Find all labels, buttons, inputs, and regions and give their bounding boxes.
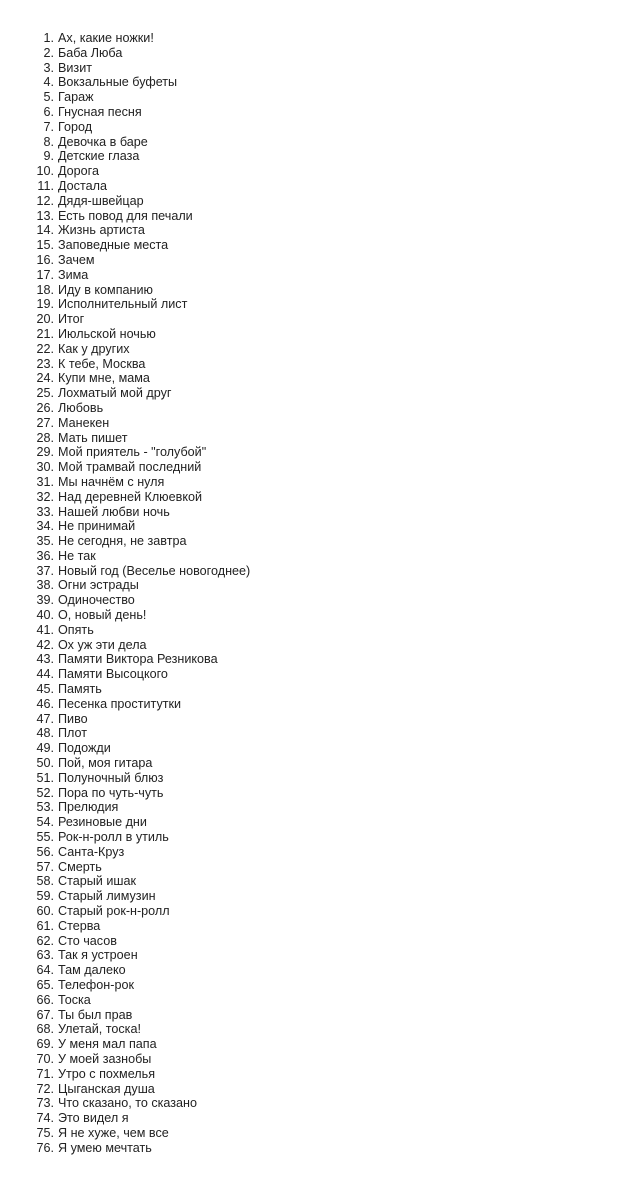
list-item xyxy=(0,268,250,283)
list-item xyxy=(0,756,250,771)
list-item xyxy=(0,860,250,875)
list-item xyxy=(0,874,250,889)
song-title: Вокзальные буфеты xyxy=(58,75,178,90)
song-title: Опять xyxy=(58,622,94,637)
list-item xyxy=(0,623,250,638)
song-number: 54. xyxy=(36,815,54,830)
list-item xyxy=(0,1008,250,1023)
song-number: 57. xyxy=(36,859,54,874)
song-number: 67. xyxy=(36,1007,54,1022)
list-item xyxy=(0,1037,250,1052)
song-number: 70. xyxy=(36,1051,54,1066)
song-number: 69. xyxy=(36,1037,54,1052)
list-item xyxy=(0,978,250,993)
song-title: Что сказано, то сказано xyxy=(58,1096,198,1111)
song-number: 55. xyxy=(36,830,54,845)
song-number: 20. xyxy=(36,312,54,327)
song-title: Не сегодня, не завтра xyxy=(58,534,187,549)
song-number: 2. xyxy=(43,45,54,60)
list-item xyxy=(0,1067,250,1082)
song-title: Есть повод для печали xyxy=(58,208,193,223)
song-number: 9. xyxy=(43,149,54,164)
list-item xyxy=(0,1141,250,1156)
song-number: 15. xyxy=(36,238,54,253)
list-item xyxy=(0,815,250,830)
list-item xyxy=(0,90,250,105)
song-title: Мой трамвай последний xyxy=(58,460,202,475)
song-number: 21. xyxy=(36,326,54,341)
song-title: Детские глаза xyxy=(58,149,140,164)
list-item xyxy=(0,534,250,549)
song-number: 31. xyxy=(36,474,54,489)
song-title: К тебе, Москва xyxy=(58,356,146,371)
song-title: Итог xyxy=(58,312,85,327)
list-item xyxy=(0,179,250,194)
list-item xyxy=(0,845,250,860)
song-title: Манекен xyxy=(58,415,110,430)
song-title: Старый ишак xyxy=(58,874,136,889)
song-title: Город xyxy=(58,119,93,134)
song-title: Утро с похмелья xyxy=(58,1066,156,1081)
list-item xyxy=(0,741,250,756)
song-number: 58. xyxy=(36,874,54,889)
song-title: О, новый день! xyxy=(58,608,147,623)
song-number: 18. xyxy=(36,282,54,297)
song-title: Памяти Виктора Резникова xyxy=(58,652,218,667)
list-item xyxy=(0,786,250,801)
song-number: 16. xyxy=(36,252,54,267)
list-item xyxy=(0,386,250,401)
list-item xyxy=(0,800,250,815)
song-number: 25. xyxy=(36,386,54,401)
list-item xyxy=(0,1096,250,1111)
song-title: Визит xyxy=(58,60,93,75)
song-number: 68. xyxy=(36,1022,54,1037)
song-number: 38. xyxy=(36,578,54,593)
song-title: Старый лимузин xyxy=(58,889,156,904)
list-item xyxy=(0,519,250,534)
song-title: Баба Люба xyxy=(58,45,123,60)
song-title: Пиво xyxy=(58,711,88,726)
list-item xyxy=(0,371,250,386)
list-item xyxy=(0,105,250,120)
song-title: Там далеко xyxy=(58,963,126,978)
song-title: Это видел я xyxy=(58,1111,129,1126)
list-item xyxy=(0,61,250,76)
song-title: Гараж xyxy=(58,90,94,105)
list-item xyxy=(0,445,250,460)
list-item xyxy=(0,608,250,623)
list-item xyxy=(0,638,250,653)
song-title: Не так xyxy=(58,548,96,563)
song-title: Зачем xyxy=(58,252,95,267)
song-number: 56. xyxy=(36,844,54,859)
song-title: Памяти Высоцкого xyxy=(58,667,168,682)
song-title: Песенка проститутки xyxy=(58,696,182,711)
song-number: 14. xyxy=(36,223,54,238)
song-title: Тоска xyxy=(58,992,91,1007)
list-item xyxy=(0,919,250,934)
list-item xyxy=(0,120,250,135)
list-item xyxy=(0,75,250,90)
song-number: 11. xyxy=(37,178,54,193)
list-item xyxy=(0,283,250,298)
list-item xyxy=(0,46,250,61)
list-item xyxy=(0,771,250,786)
list-item xyxy=(0,327,250,342)
song-number: 50. xyxy=(36,756,54,771)
song-number: 40. xyxy=(36,608,54,623)
list-item xyxy=(0,475,250,490)
song-title: Прелюдия xyxy=(58,800,119,815)
song-number: 41. xyxy=(36,622,54,637)
song-title: Как у других xyxy=(58,341,130,356)
song-title: Девочка в баре xyxy=(58,134,148,149)
song-number: 30. xyxy=(36,460,54,475)
song-title: У моей зазнобы xyxy=(58,1051,152,1066)
song-number: 66. xyxy=(36,992,54,1007)
list-item xyxy=(0,948,250,963)
song-title: Пой, моя гитара xyxy=(58,756,153,771)
song-number: 32. xyxy=(36,489,54,504)
list-item xyxy=(0,431,250,446)
song-number: 6. xyxy=(43,104,54,119)
song-title: Память xyxy=(58,682,102,697)
song-number: 75. xyxy=(36,1125,54,1140)
song-title: Плот xyxy=(58,726,88,741)
list-item xyxy=(0,904,250,919)
song-number: 19. xyxy=(36,297,54,312)
song-title: Одиночество xyxy=(58,593,135,608)
list-item xyxy=(0,223,250,238)
list-item xyxy=(0,505,250,520)
song-title: Цыганская душа xyxy=(58,1081,155,1096)
song-number: 47. xyxy=(36,711,54,726)
list-item xyxy=(0,682,250,697)
song-title: Подожди xyxy=(58,741,111,756)
list-item xyxy=(0,149,250,164)
song-title: Телефон-рок xyxy=(58,978,134,992)
list-item xyxy=(0,238,250,253)
song-number: 28. xyxy=(36,430,54,445)
list-item xyxy=(0,1111,250,1126)
list-item xyxy=(0,297,250,312)
list-item xyxy=(0,652,250,667)
song-number: 73. xyxy=(36,1096,54,1111)
song-title: Я не хуже, чем все xyxy=(58,1125,169,1140)
song-title: У меня мал папа xyxy=(58,1037,157,1052)
song-number: 53. xyxy=(36,800,54,815)
list-item xyxy=(0,209,250,224)
song-title: Так я устроен xyxy=(58,948,138,963)
song-number: 26. xyxy=(36,400,54,415)
song-title: Мой приятель - "голубой" xyxy=(58,445,207,460)
song-title: Июльской ночью xyxy=(58,326,156,341)
song-number: 13. xyxy=(36,208,54,223)
song-title: Улетай, тоска! xyxy=(58,1022,141,1037)
list-item xyxy=(0,1052,250,1067)
list-item xyxy=(0,490,250,505)
song-number: 12. xyxy=(36,193,54,208)
song-number: 42. xyxy=(36,637,54,652)
list-item xyxy=(0,697,250,712)
song-number: 71. xyxy=(36,1066,54,1081)
song-number: 8. xyxy=(43,134,54,149)
list-item xyxy=(0,357,250,372)
song-title: Я умею мечтать xyxy=(58,1140,152,1155)
song-title: Купи мне, мама xyxy=(58,371,150,386)
song-title: Новый год (Веселье новогоднее) xyxy=(58,563,251,578)
song-number: 76. xyxy=(36,1140,54,1155)
song-number: 64. xyxy=(36,963,54,978)
list-item xyxy=(0,830,250,845)
song-number: 46. xyxy=(36,696,54,711)
song-title: Дорога xyxy=(58,164,100,179)
song-number: 65. xyxy=(36,978,54,992)
song-number: 1. xyxy=(43,31,54,45)
song-title: Рок-н-ролл в утиль xyxy=(58,830,169,845)
song-title: Резиновые дни xyxy=(58,815,147,830)
song-number: 17. xyxy=(36,267,54,282)
song-number: 44. xyxy=(36,667,54,682)
song-title: Достала xyxy=(58,178,107,193)
song-title: Не принимай xyxy=(58,519,136,534)
list-item xyxy=(0,934,250,949)
song-number: 48. xyxy=(36,726,54,741)
song-title: Ты был прав xyxy=(58,1007,133,1022)
song-number: 43. xyxy=(36,652,54,667)
song-number: 63. xyxy=(36,948,54,963)
song-number: 45. xyxy=(36,682,54,697)
list-item xyxy=(0,31,250,46)
song-list xyxy=(0,31,250,1156)
song-number: 5. xyxy=(43,90,54,105)
song-title: Исполнительный лист xyxy=(58,297,188,312)
song-title: Жизнь артиста xyxy=(58,223,145,238)
song-number: 59. xyxy=(36,889,54,904)
song-number: 61. xyxy=(36,918,54,933)
song-number: 35. xyxy=(36,534,54,549)
song-title: Мать пишет xyxy=(58,430,128,445)
song-title: Санта-Круз xyxy=(58,844,125,859)
list-item xyxy=(0,726,250,741)
list-item xyxy=(0,401,250,416)
list-item xyxy=(0,135,250,150)
song-title: Огни эстрады xyxy=(58,578,139,593)
list-item xyxy=(0,253,250,268)
song-title: Нашей любви ночь xyxy=(58,504,170,519)
list-item xyxy=(0,564,250,579)
list-item xyxy=(0,993,250,1008)
song-number: 39. xyxy=(36,593,54,608)
list-item xyxy=(0,712,250,727)
song-number: 37. xyxy=(36,563,54,578)
song-title: Старый рок-н-ролл xyxy=(58,904,170,919)
list-item xyxy=(0,1126,250,1141)
song-number: 62. xyxy=(36,933,54,948)
song-number: 60. xyxy=(36,904,54,919)
song-number: 74. xyxy=(36,1111,54,1126)
song-number: 7. xyxy=(43,119,54,134)
list-item xyxy=(0,164,250,179)
song-number: 3. xyxy=(43,60,54,75)
song-title: Иду в компанию xyxy=(58,282,153,297)
song-title: Сто часов xyxy=(58,933,117,948)
song-number: 51. xyxy=(36,770,54,785)
list-item xyxy=(0,342,250,357)
song-title: Заповедные места xyxy=(58,238,169,253)
list-item xyxy=(0,578,250,593)
song-number: 29. xyxy=(36,445,54,460)
song-title: Лохматый мой друг xyxy=(58,386,172,401)
song-title: Ох уж эти дела xyxy=(58,637,147,652)
song-number: 24. xyxy=(36,371,54,386)
song-title: Гнусная песня xyxy=(58,104,142,119)
list-item xyxy=(0,889,250,904)
song-number: 52. xyxy=(36,785,54,800)
song-number: 33. xyxy=(36,504,54,519)
song-number: 49. xyxy=(36,741,54,756)
song-title: Пора по чуть-чуть xyxy=(58,785,164,800)
list-item xyxy=(0,194,250,209)
song-title: Зима xyxy=(58,267,89,282)
song-title: Над деревней Клюевкой xyxy=(58,489,203,504)
list-item xyxy=(0,312,250,327)
song-title: Смерть xyxy=(58,859,102,874)
song-number: 36. xyxy=(36,548,54,563)
song-number: 72. xyxy=(36,1081,54,1096)
list-item xyxy=(0,1082,250,1097)
song-title: Дядя-швейцар xyxy=(58,193,144,208)
song-number: 10. xyxy=(36,164,54,179)
song-title: Любовь xyxy=(58,400,104,415)
song-number: 27. xyxy=(36,415,54,430)
song-number: 4. xyxy=(43,75,54,90)
song-number: 34. xyxy=(36,519,54,534)
list-item xyxy=(0,416,250,431)
list-item xyxy=(0,593,250,608)
list-item xyxy=(0,963,250,978)
list-item xyxy=(0,549,250,564)
list-item xyxy=(0,667,250,682)
song-title: Ах, какие ножки! xyxy=(58,31,154,45)
list-item xyxy=(0,460,250,475)
list-item xyxy=(0,1022,250,1037)
song-title: Мы начнём с нуля xyxy=(58,474,165,489)
song-number: 22. xyxy=(36,341,54,356)
song-number: 23. xyxy=(36,356,54,371)
song-title: Стерва xyxy=(58,918,101,933)
song-title: Полуночный блюз xyxy=(58,770,164,785)
